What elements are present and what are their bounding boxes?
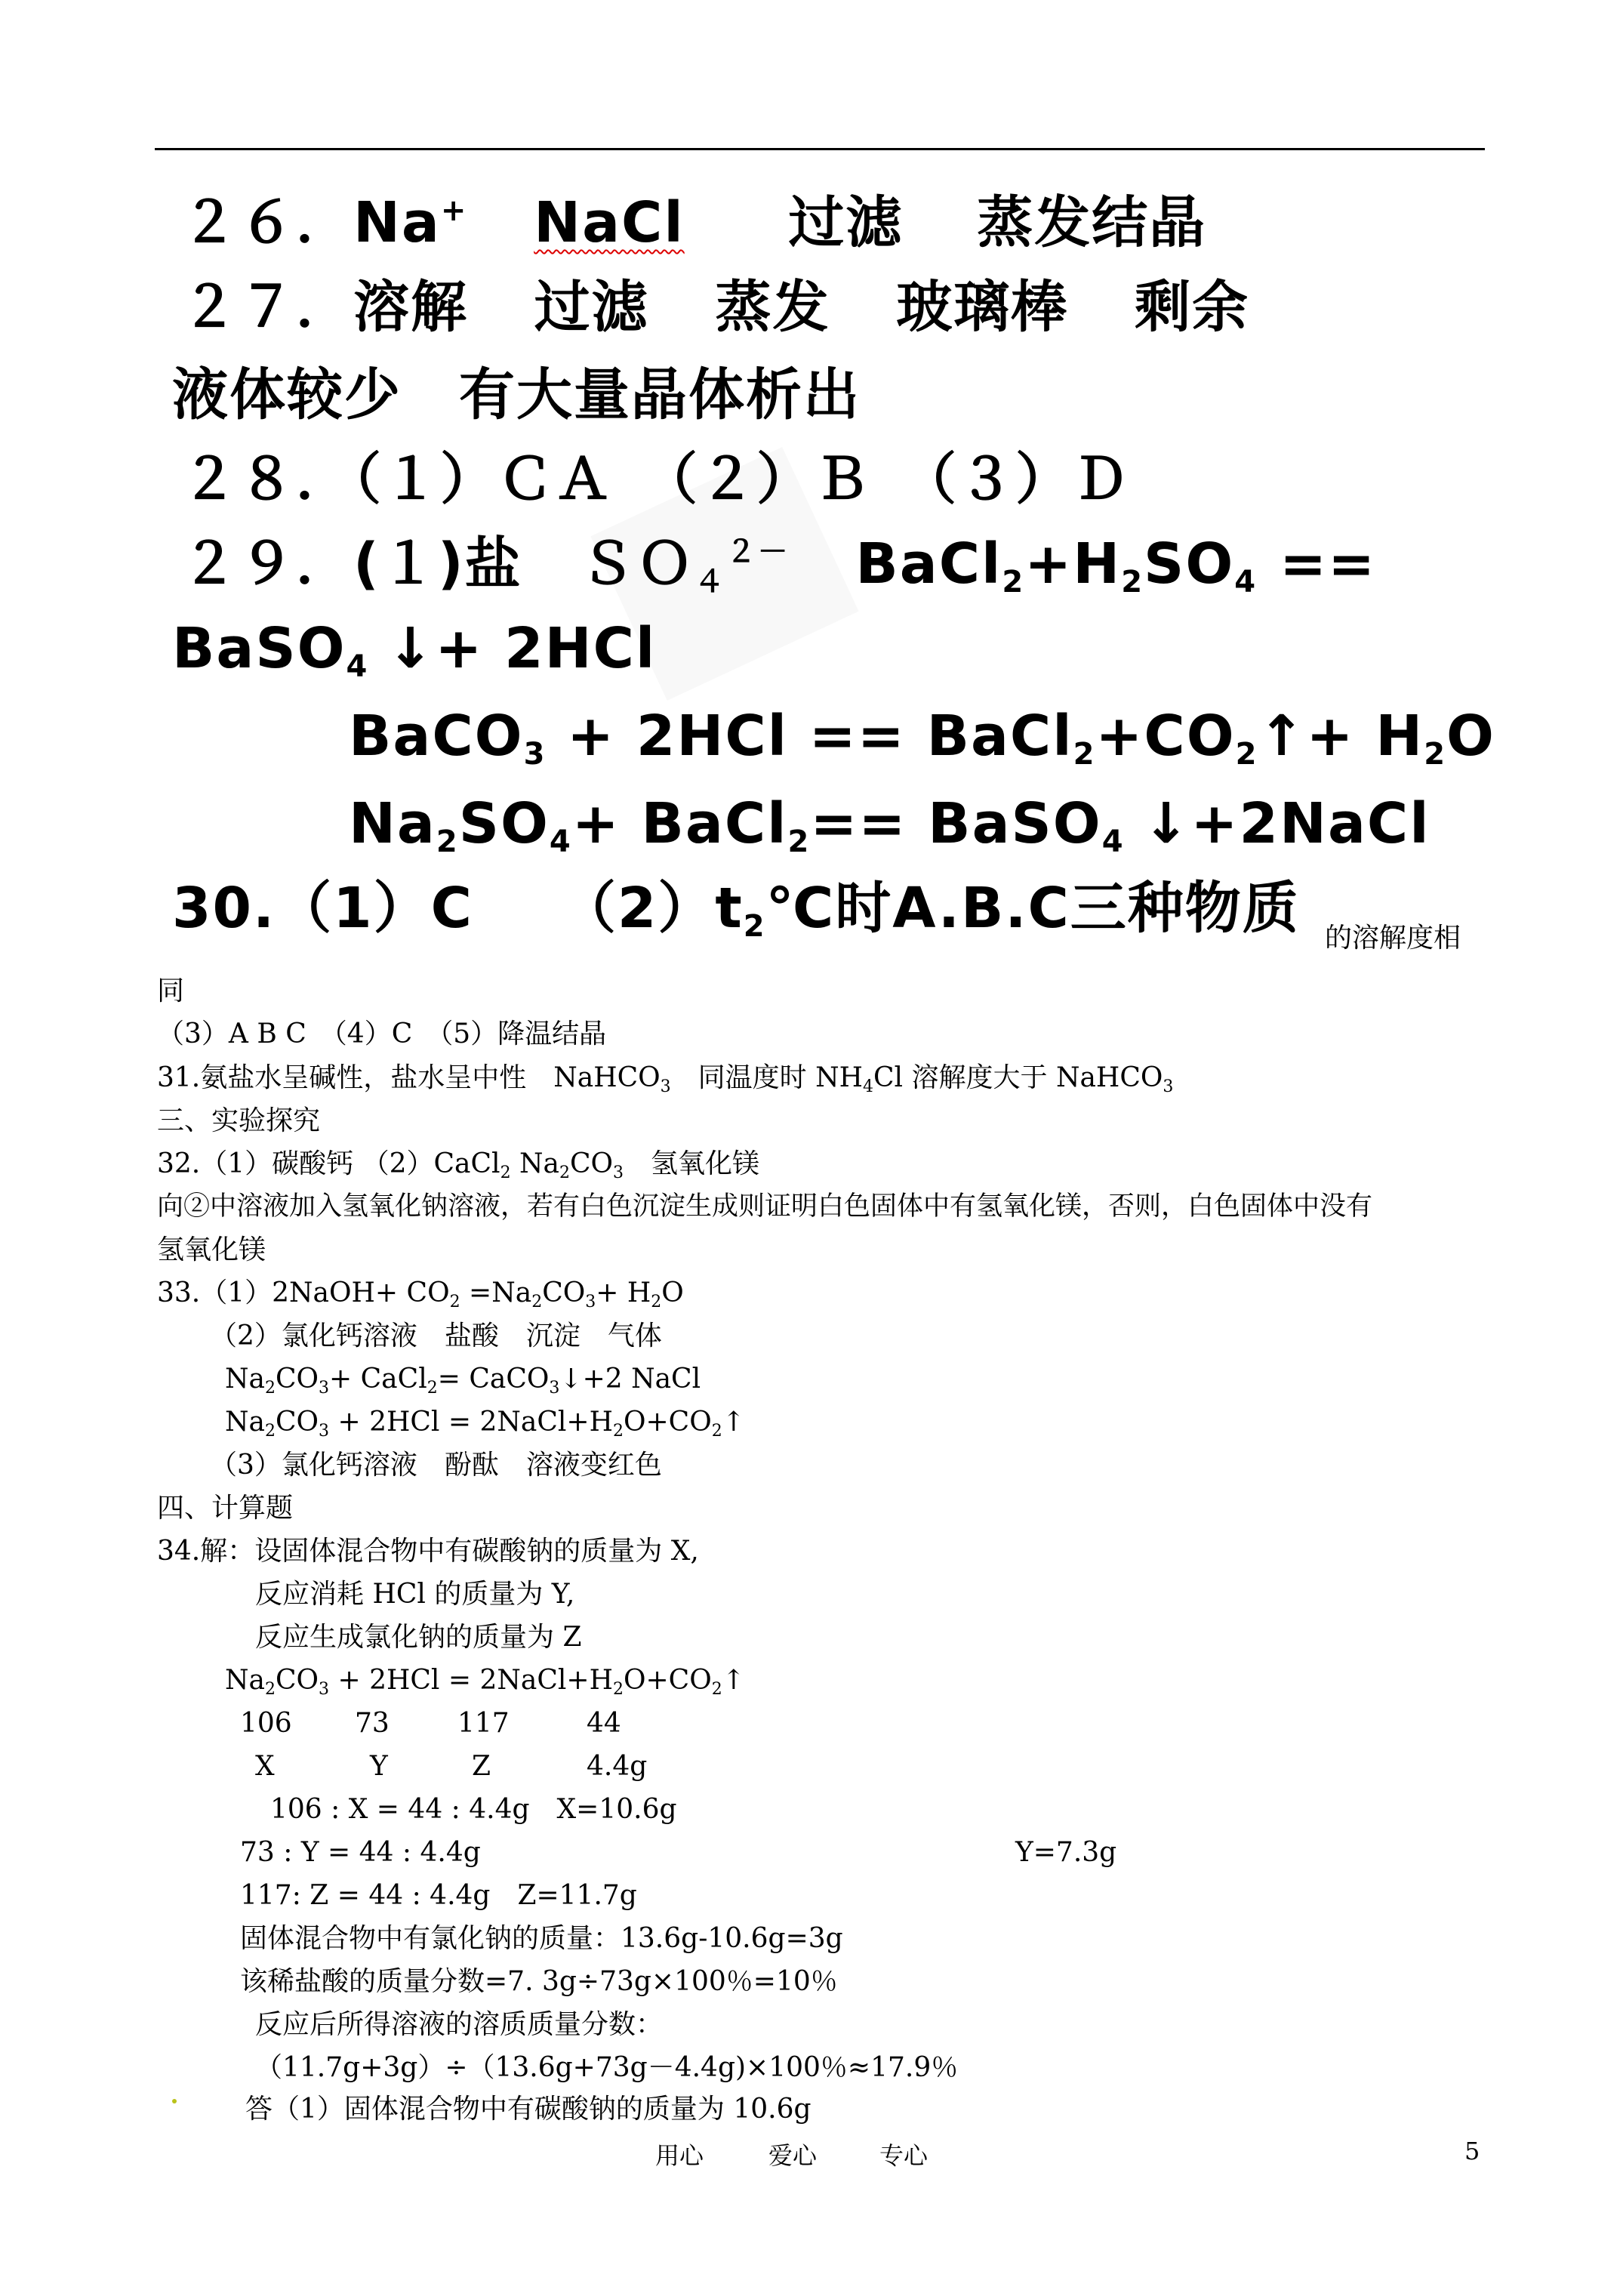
q31-sub: 3 — [1163, 1077, 1174, 1096]
q27-answer-3: 蒸发 — [715, 275, 830, 340]
q33-eq-part: Na — [225, 1407, 265, 1438]
q33-eq-sub: 2 — [264, 1379, 276, 1398]
section-4-heading: 四、计算题 — [157, 1493, 294, 1524]
q29-lead-charge: ２－ — [725, 535, 790, 569]
eq2-sub: 2 — [1073, 737, 1096, 772]
q30-subanswers: （3）A B C （4）C （5）降温结晶 — [157, 1019, 607, 1049]
q33-eq-part: CO — [275, 1407, 319, 1438]
q26-salt: NaCl — [534, 190, 685, 255]
q29-eq3 — [349, 791, 1431, 859]
eq3-part: == BaSO — [810, 791, 1102, 856]
known-co2-mass: 4.4g — [587, 1751, 648, 1782]
eq2-part: O — [1446, 704, 1495, 769]
calc-y-result: Y=7.3g — [1015, 1837, 1117, 1868]
q33-eq-part: = CaCO — [437, 1364, 550, 1395]
q33-eq-sub: 3 — [319, 1422, 330, 1441]
q34-eq-sub: 2 — [711, 1680, 722, 1699]
q34-eq-part: ↑ — [722, 1665, 745, 1696]
page-number: 5 — [1464, 2137, 1480, 2165]
q33-part3: （3）氯化钙溶液 酚酞 溶液变红色 — [210, 1450, 662, 1481]
q27-answer-1: 溶解 — [353, 275, 468, 340]
eq1-sub: 4 — [1234, 565, 1258, 599]
q33-eq-part: + 2HCl = 2NaCl+H — [329, 1407, 613, 1438]
q34-eq-part: CO — [275, 1665, 319, 1696]
mass-44: 44 — [587, 1708, 621, 1739]
footer-text-2: 爱心 — [768, 2141, 818, 2170]
mass-117: 117 — [457, 1708, 510, 1739]
q26-line — [181, 190, 1207, 255]
q30-tail-2: 同 — [157, 975, 185, 1006]
q30-tail: 的溶解度相 — [1325, 923, 1461, 954]
eq2-sub: 3 — [523, 737, 547, 772]
q29-eq1 — [855, 532, 1377, 599]
q33-eq-sub: 3 — [549, 1379, 560, 1398]
calc-hcl-fraction: 该稀盐酸的质量分数=7. 3g÷73g×100％=10％ — [240, 1966, 838, 1997]
stray-dot — [172, 2099, 177, 2103]
q32-part: CO — [569, 1148, 614, 1179]
eq3-part: + BaCl — [571, 791, 788, 856]
q31-sub: 3 — [660, 1077, 671, 1096]
eq3-part: SO — [458, 791, 550, 856]
q27-answer-4: 玻璃棒 — [896, 275, 1069, 340]
q33-eq-sub: 2 — [711, 1422, 722, 1441]
unknown-y: Y — [370, 1751, 388, 1782]
eq1-part: BaCl — [855, 532, 1002, 596]
q33-eq-part: ↑ — [722, 1407, 745, 1438]
eq1-equals: == — [1280, 532, 1377, 596]
q31-sub: 4 — [863, 1077, 874, 1096]
calc-solution-fraction: （11.7g+3g）÷（13.6g+73g－4.4g)×100％≈17.9％ — [255, 2052, 959, 2083]
q34-setup-y: 反应消耗 HCl 的质量为 Y, — [255, 1579, 575, 1610]
q33-part: =Na — [460, 1277, 532, 1308]
q32-part: 氢氧化镁 — [624, 1148, 760, 1179]
q27-answer-5: 剩余 — [1135, 275, 1250, 340]
eq2-part: + 2HCl == BaCl — [546, 704, 1073, 769]
q32-part: Na — [510, 1148, 559, 1179]
q30-sub: 2 — [743, 909, 766, 944]
eq3-sub: 4 — [549, 824, 572, 859]
eq2-sub: 2 — [1424, 737, 1447, 772]
eq3-sub: 2 — [436, 824, 459, 859]
q34-eq-part: + 2HCl = 2NaCl+H — [329, 1665, 613, 1696]
q33-eq-sub: 2 — [264, 1422, 276, 1441]
eq1-sub: 4 — [346, 649, 369, 684]
calc-nacl-mass: 固体混合物中有氯化钠的质量：13.6g-10.6g=3g — [240, 1923, 843, 1954]
q34-eq-part: Na — [225, 1665, 265, 1696]
q32-part: 32.（1）碳酸钙 （2）CaCl — [157, 1148, 500, 1179]
q29-eq2 — [349, 704, 1495, 772]
eq1-sub: 2 — [1121, 565, 1144, 599]
q27-answer-2: 过滤 — [534, 275, 649, 340]
eq1-product: BaSO — [172, 616, 346, 681]
footer-text-1: 用心 — [655, 2141, 704, 2170]
q34-equation — [225, 1665, 745, 1699]
q31-line — [157, 1062, 1174, 1096]
q33-eq-part: Na — [225, 1364, 265, 1395]
q29-lead-sub: ４ — [694, 565, 726, 599]
eq1-part: SO — [1144, 532, 1235, 596]
q33-eq-sub: 2 — [612, 1422, 624, 1441]
q33-sub: 2 — [651, 1293, 662, 1311]
q29-line — [181, 532, 1377, 599]
calc-z: 117: Z = 44 : 4.4g Z=11.7g — [240, 1880, 637, 1911]
footer-text-3: 专心 — [879, 2141, 929, 2170]
q34-eq-sub: 2 — [264, 1680, 276, 1699]
q31-part: 31.氨盐水呈碱性，盐水呈中性 NaHCO — [157, 1062, 661, 1093]
q31-part: Cl 溶解度大于 NaHCO — [873, 1062, 1163, 1093]
q34-setup-z: 反应生成氯化钠的质量为 Z — [255, 1622, 582, 1653]
q33-sub: 2 — [449, 1293, 460, 1311]
q26-number: ２６． — [181, 190, 353, 255]
q34-eq-sub: 2 — [612, 1680, 624, 1699]
q30-line — [172, 876, 1300, 944]
eq1-part: +H — [1024, 532, 1122, 596]
q29-lead: ２９．(１)盐 ＳＯ — [181, 532, 694, 596]
q32-sub: 2 — [500, 1163, 511, 1182]
q33-eq-sub: 3 — [319, 1379, 330, 1398]
q33-part: 33.（1）2NaOH+ CO — [157, 1277, 450, 1308]
q27-continuation: 液体较少 有大量晶体析出 — [172, 362, 861, 427]
eq2-part: +CO — [1095, 704, 1236, 769]
q34-eq-part: O+CO — [623, 1665, 712, 1696]
calc-x: 106 : X = 44 : 4.4g X=10.6g — [270, 1794, 677, 1825]
mass-73: 73 — [355, 1708, 390, 1739]
eq3-part: ↓+2NaCl — [1142, 791, 1431, 856]
q33-part: + H — [596, 1277, 651, 1308]
q26-ion: Na — [353, 190, 441, 255]
q34-eq-sub: 3 — [319, 1680, 330, 1699]
section-3-heading: 三、实验探究 — [157, 1105, 321, 1136]
q27-line — [181, 275, 1250, 340]
q33-part2: （2）氯化钙溶液 盐酸 沉淀 气体 — [210, 1321, 662, 1351]
q31-part: 同温度时 NH — [670, 1062, 864, 1093]
q27-number: ２７． — [181, 275, 353, 340]
header-rule — [155, 148, 1485, 150]
q32-explanation: 向②中溶液加入氢氧化钠溶液，若有白色沉淀生成则证明白色固体中有氢氧化镁，否则，白色固体中没有 — [157, 1191, 1373, 1222]
eq3-sub: 2 — [787, 824, 811, 859]
calc-y-ratio: 73 : Y = 44 : 4.4g — [240, 1837, 481, 1868]
eq3-sub: 4 — [1101, 824, 1125, 859]
q30-part: 30.（1）C （2）t — [172, 876, 744, 941]
q33-eq-sub: 2 — [427, 1379, 438, 1398]
q32-line — [157, 1148, 760, 1182]
q28-line: ２８．（１）ＣＡ （２）Ｂ （３）Ｄ — [181, 447, 1130, 512]
q33-line — [157, 1277, 684, 1311]
calc-solution-label: 反应后所得溶液的溶质质量分数： — [255, 2009, 664, 2040]
q26-answer-2: 蒸发结晶 — [977, 190, 1207, 255]
eq2-sub: 2 — [1235, 737, 1258, 772]
q33-eq-part: + CaCl — [329, 1364, 427, 1395]
q30-part: ℃时A.B.C三种物质 — [765, 876, 1300, 941]
q33-eq-part: O+CO — [623, 1407, 712, 1438]
eq1-sub: 2 — [1002, 565, 1025, 599]
q26-answer-1: 过滤 — [788, 190, 904, 255]
unknown-x: X — [255, 1751, 275, 1782]
q33-sub: 3 — [585, 1293, 596, 1311]
q34-setup-x: 34.解：设固体混合物中有碳酸钠的质量为 X, — [157, 1536, 699, 1567]
eq1-product-rest: ↓+ 2HCl — [387, 616, 657, 681]
eq2-part: ↑+ H — [1258, 704, 1424, 769]
q33-eq-part: ↓+2 NaCl — [559, 1364, 701, 1395]
q33-part: CO — [542, 1277, 586, 1308]
q33-part: O — [661, 1277, 684, 1308]
q32-sub: 2 — [559, 1163, 570, 1182]
q33-eq-part: CO — [275, 1364, 319, 1395]
eq3-part: Na — [349, 791, 436, 856]
q33-sub: 2 — [531, 1293, 543, 1311]
q29-eq1-line2 — [172, 616, 657, 684]
q33-eq1 — [225, 1364, 701, 1398]
q26-ion-charge: + — [440, 193, 468, 228]
unknown-z: Z — [472, 1751, 491, 1782]
eq2-part: BaCO — [349, 704, 524, 769]
q33-eq2 — [225, 1407, 745, 1441]
answer-line: 答（1）固体混合物中有碳酸钠的质量为 10.6g — [245, 2094, 812, 2125]
mass-106: 106 — [240, 1708, 292, 1739]
q32-explanation-cont: 氢氧化镁 — [157, 1234, 266, 1265]
q32-sub: 3 — [613, 1163, 624, 1182]
